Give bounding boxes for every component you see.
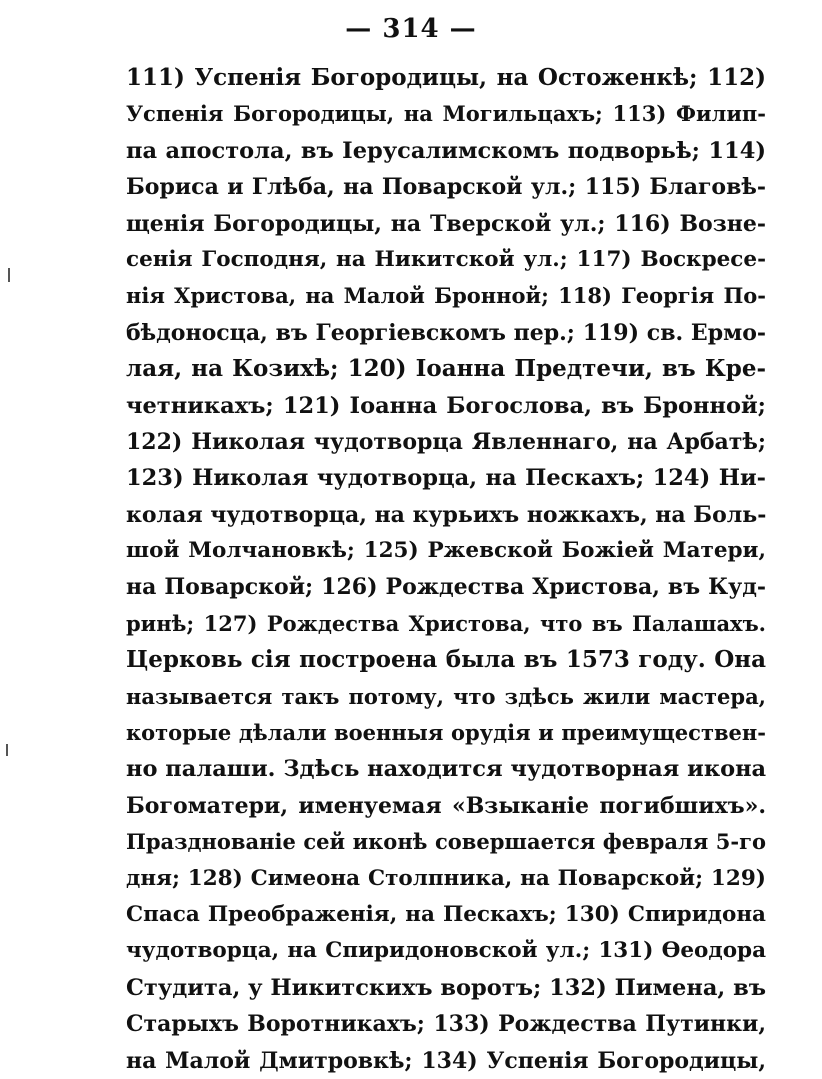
text-line: на Малой Дмитровкѣ; 134) Успенія Богородицы,: [126, 1047, 766, 1074]
scan-speck: [8, 268, 10, 282]
text-line: шой Молчановкѣ; 125) Ржевской Божіей Матери,: [126, 538, 766, 564]
text-body: [126, 60, 766, 1079]
text-line: бѣдоносца, въ Георгіевскомъ пер.; 119) св. Ермо-: [126, 319, 766, 346]
text-line: чудотворца, на Спиридоновской ул.; 131) Ѳеодора: [126, 938, 766, 964]
text-line: Студита, у Никитскихъ воротъ; 132) Пимена, въ: [126, 974, 766, 1001]
text-line: колая чудотворца, на курьихъ ножкахъ, на Боль-: [126, 501, 766, 528]
text-line: Старыхъ Воротникахъ; 133) Рождества Путинки,: [126, 1011, 766, 1038]
text-line: которые дѣлали военныя орудія и преимуществен-: [126, 720, 766, 746]
text-line: называется такъ потому, что здѣсь жили мастера,: [126, 683, 766, 709]
text-line: Церковь сія построена была въ 1573 году. Она: [126, 646, 766, 674]
text-line: но палаши. Здѣсь находится чудотворная икона: [126, 756, 766, 783]
scan-speck: [6, 744, 8, 756]
text-line: 122) Николая чудотворца Явленнаго, на Арбатѣ;: [126, 428, 766, 455]
text-line: Празднованіе сей иконѣ совершается февраля 5-го: [126, 829, 766, 855]
text-line: нія Христова, на Малой Бронной; 118) Георгія По-: [126, 283, 766, 309]
text-line: 123) Николая чудотворца, на Пескахъ; 124) Ни-: [126, 465, 766, 492]
text-line: 111) Успенія Богородицы, на Остоженкѣ; 112): [126, 64, 766, 91]
text-line: Богоматери, именуемая «Взыканіе погибшихъ».: [126, 792, 766, 819]
text-line: Успенія Богородицы, на Могильцахъ; 113) Филип-: [126, 101, 766, 127]
text-line: дня; 128) Симеона Столпника, на Поварской; 129): [126, 865, 766, 891]
text-line: Спаса Преображенія, на Пескахъ; 130) Спиридона: [126, 901, 766, 927]
text-line: на Поварской; 126) Рождества Христова, въ Куд-: [126, 574, 766, 601]
page-number: — 314 —: [345, 14, 477, 44]
text-line: Бориса и Глѣба, на Поварской ул.; 115) Благовѣ-: [126, 174, 766, 201]
text-line: лая, на Козихѣ; 120) Іоанна Предтечи, въ Кре-: [126, 355, 766, 383]
text-line: четникахъ; 121) Іоанна Богослова, въ Бронной;: [126, 392, 766, 419]
text-line: па апостола, въ Іерусалимскомъ подворьѣ; 114): [126, 137, 766, 164]
text-line: щенія Богородицы, на Тверской ул.; 116) Возне-: [126, 210, 766, 237]
text-line: ринѣ; 127) Рождества Христова, что въ Палашахъ.: [126, 610, 766, 636]
text-line: сенія Господня, на Никитской ул.; 117) Воскресе-: [126, 246, 766, 272]
